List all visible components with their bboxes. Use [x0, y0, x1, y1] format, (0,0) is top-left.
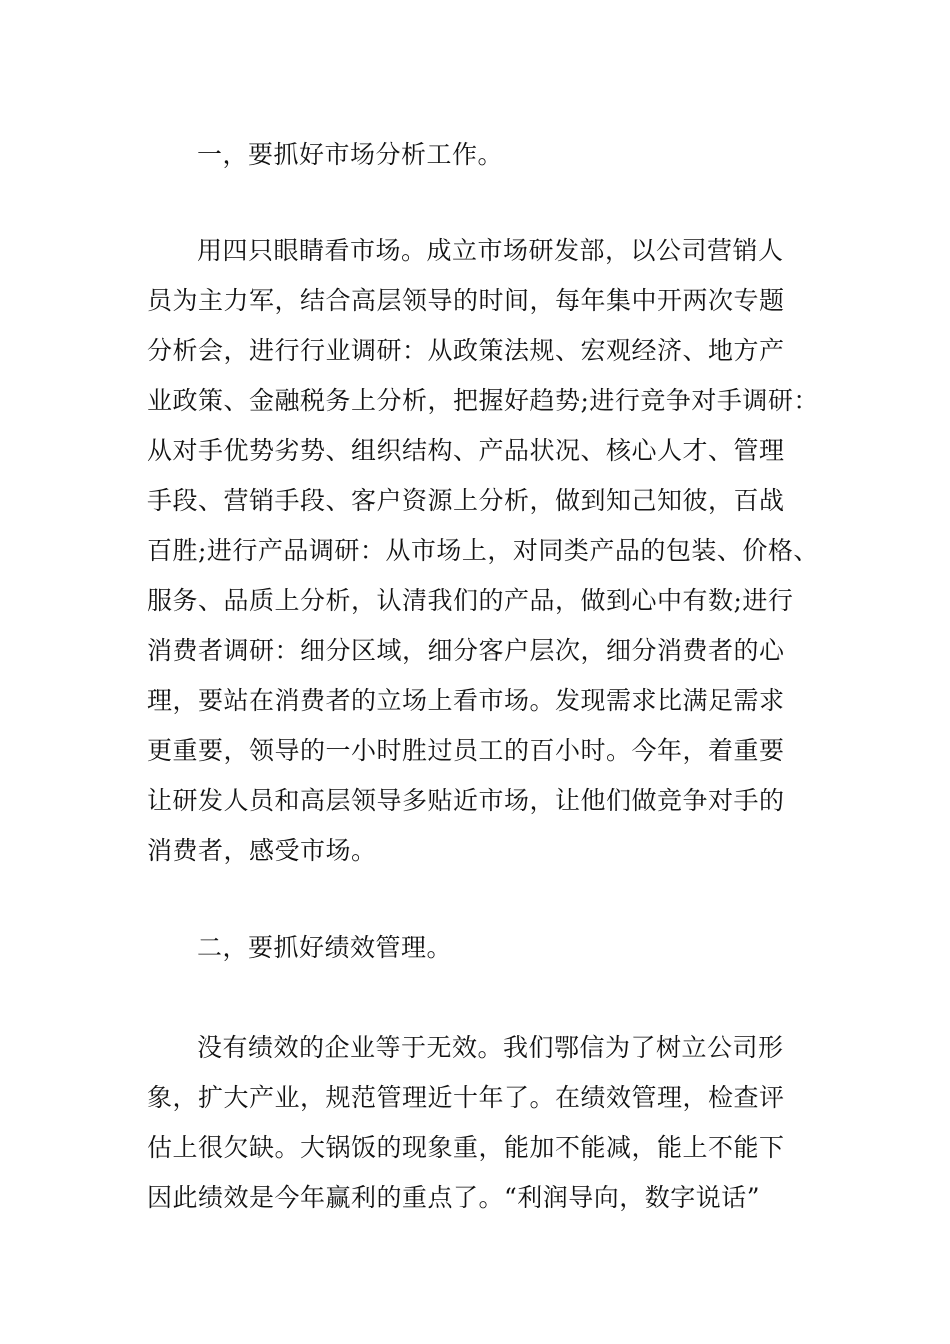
section-1-paragraph-line: 让研发人员和高层领导多贴近市场，让他们做竞争对手的	[147, 786, 785, 815]
section-1-paragraph-line: 服务、品质上分析，认清我们的产品，做到心中有数;进行	[147, 586, 794, 615]
section-1-paragraph-line: 百胜;进行产品调研：从市场上，对同类产品的包装、价格、	[147, 536, 819, 565]
section-2-paragraph-line: 估上很欠缺。大锅饭的现象重，能加不能减，能上不能下	[147, 1133, 785, 1162]
section-1-paragraph-line: 消费者调研：细分区域，细分客户层次，细分消费者的心	[147, 636, 785, 665]
section-1-paragraph-line: 员为主力军，结合高层领导的时间，每年集中开两次专题	[147, 286, 785, 315]
section-2-paragraph-line: 因此绩效是今年赢利的重点了。“利润导向，数字说话”	[147, 1183, 761, 1212]
section-1-paragraph-line: 更重要，领导的一小时胜过员工的百小时。今年，着重要	[147, 736, 785, 765]
section-1-paragraph-line: 业政策、金融税务上分析，把握好趋势;进行竞争对手调研：	[147, 386, 819, 415]
section-1-heading: 一，要抓好市场分析工作。	[197, 140, 504, 169]
section-1-paragraph-line: 理，要站在消费者的立场上看市场。发现需求比满足需求	[147, 686, 785, 715]
section-2-paragraph-line: 没有绩效的企业等于无效。我们鄂信为了树立公司形	[197, 1033, 784, 1062]
section-2-paragraph-line: 象，扩大产业，规范管理近十年了。在绩效管理，检查评	[147, 1083, 785, 1112]
section-2-heading: 二，要抓好绩效管理。	[197, 933, 453, 962]
section-1-paragraph-line: 分析会，进行行业调研：从政策法规、宏观经济、地方产	[147, 336, 785, 365]
section-1-paragraph-line: 从对手优势劣势、组织结构、产品状况、核心人才、管理	[147, 436, 785, 465]
section-1-paragraph-line: 用四只眼睛看市场。成立市场研发部，以公司营销人	[197, 236, 784, 265]
section-1-paragraph-line: 手段、营销手段、客户资源上分析，做到知己知彼，百战	[147, 486, 785, 515]
section-1-paragraph-line: 消费者，感受市场。	[147, 836, 377, 865]
